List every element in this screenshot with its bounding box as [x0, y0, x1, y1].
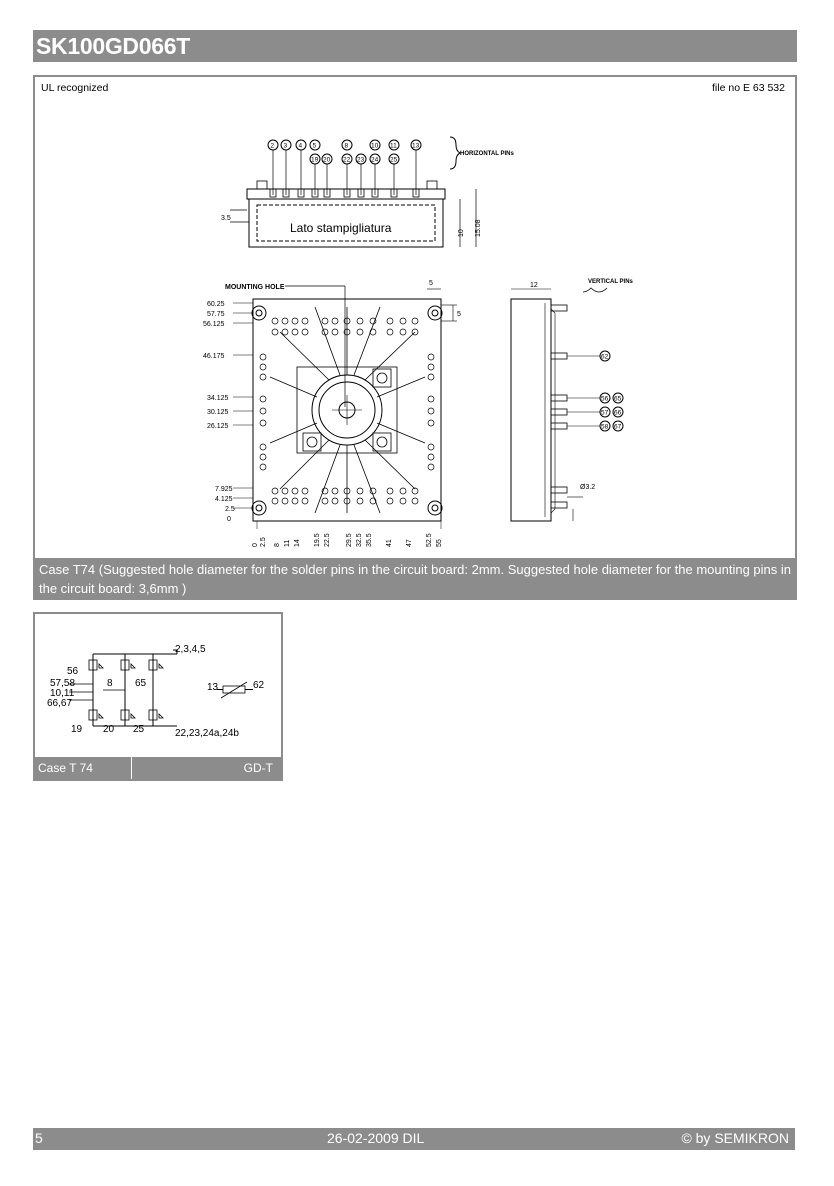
- y-dim: 4.125: [215, 496, 233, 503]
- label-62: 62: [253, 680, 265, 691]
- dim-3.5: 3.5: [221, 215, 231, 222]
- y-dim: 7.925: [215, 486, 233, 493]
- x-dim: 2.5: [260, 537, 267, 547]
- x-dim: 41: [386, 539, 393, 547]
- horizontal-pins-label: HORIZONTAL PINs: [460, 151, 514, 157]
- igbt-lower: [89, 710, 163, 720]
- pin-num: 11: [390, 142, 397, 150]
- x-dim: 19.5: [314, 533, 321, 547]
- label-1011: 10,11: [50, 688, 75, 699]
- y-dim: 34.125: [207, 395, 229, 402]
- type-label: GD-T: [243, 761, 273, 775]
- vpin-num: 66: [614, 409, 622, 417]
- top-view: [203, 280, 461, 547]
- pin-num: 20: [323, 156, 331, 164]
- ul-recognized-text: UL recognized: [41, 82, 109, 94]
- vpin-num: 56: [601, 395, 609, 403]
- pin-num: 8: [344, 142, 349, 150]
- dim-15.08: 15.08: [475, 219, 482, 237]
- case-label: Case T 74: [38, 761, 93, 775]
- y-dim: 0: [227, 516, 231, 523]
- circuit-schematic: [35, 614, 281, 757]
- schematic-footer: [35, 757, 281, 779]
- label-22-24b: 22,23,24a,24b: [175, 728, 239, 739]
- pin-num: 23: [357, 156, 365, 164]
- y-dim: 60.25: [207, 301, 225, 308]
- x-dim: 55: [436, 539, 443, 547]
- x-dim: 29.5: [346, 533, 353, 547]
- pin-num: 3: [283, 142, 288, 150]
- label-2345: 2,3,4,5: [175, 644, 206, 655]
- x-dim: 35.5: [366, 533, 373, 547]
- dim-5-side: 5: [457, 311, 461, 318]
- vpin-num: 57: [601, 409, 609, 417]
- dim-5-top: 5: [429, 280, 433, 287]
- x-dim: 11: [284, 539, 291, 547]
- footer-copyright: © by SEMIKRON: [681, 1130, 789, 1146]
- product-title: SK100GD066T: [36, 33, 190, 59]
- pin-num: 19: [311, 156, 319, 164]
- drawing-caption: Case T74 (Suggested hole diameter for the solder pins in the circuit board: 2mm. Suggested hole diameter for the mounting pins in the circuit board: 3,6mm ): [35, 558, 795, 598]
- x-dim: 52.5: [426, 533, 433, 547]
- x-dim: 8: [274, 543, 281, 547]
- footer-date: 26-02-2009 DIL: [327, 1130, 425, 1146]
- vpin-num: 65: [614, 395, 622, 403]
- vpin-num: 58: [601, 423, 609, 431]
- y-dim: 30.125: [207, 409, 229, 416]
- side-view-label: Lato stampigliatura: [290, 221, 392, 235]
- label-20: 20: [103, 724, 115, 735]
- pin-row-bottom: [272, 488, 418, 504]
- page-number: 5: [35, 1130, 43, 1146]
- title-bar: [33, 30, 797, 62]
- y-dim: 26.125: [207, 423, 229, 430]
- x-dim: 22.5: [324, 533, 331, 547]
- circuit-schematic-panel: [33, 612, 283, 781]
- vpin-num: 67: [614, 423, 622, 431]
- x-dim: 0: [252, 543, 259, 547]
- y-dim: 56.125: [203, 321, 225, 328]
- top-pin-circles: [268, 140, 421, 164]
- dim-10: 10: [458, 229, 465, 237]
- pin-num: 13: [412, 142, 420, 150]
- y-dim: 57.75: [207, 311, 225, 318]
- dim-phi-3.2: Ø3.2: [580, 484, 596, 491]
- label-8: 8: [107, 678, 113, 689]
- vpin-num: 62: [601, 353, 609, 361]
- label-6667: 66,67: [47, 698, 73, 709]
- label-13: 13: [207, 682, 219, 693]
- label-25: 25: [133, 724, 145, 735]
- y-dimension-labels: [203, 301, 235, 523]
- y-dim: 2.5: [225, 506, 235, 513]
- x-dim: 14: [294, 539, 301, 547]
- label-5758: 57,58: [50, 678, 76, 689]
- pin-num: 2: [270, 142, 275, 150]
- pin-num: 22: [343, 156, 351, 164]
- vertical-pins-label: VERTICAL PINs: [588, 279, 633, 285]
- pin-num: 25: [390, 156, 398, 164]
- pin-num: 24: [371, 156, 379, 164]
- case-drawing-panel: [33, 75, 797, 600]
- label-19: 19: [71, 724, 83, 735]
- x-dimension-labels: [252, 533, 443, 547]
- footer-divider: [131, 757, 132, 779]
- pin-num: 10: [371, 142, 379, 150]
- dim-12: 12: [530, 282, 538, 289]
- x-dim: 32.5: [356, 533, 363, 547]
- mounting-hole-label: MOUNTING HOLE: [225, 284, 285, 291]
- case-t74-technical-drawing: [35, 77, 795, 562]
- vertical-pin-circles: [600, 351, 623, 431]
- igbt-upper: [89, 660, 163, 670]
- file-number-text: file no E 63 532: [712, 82, 785, 94]
- y-dim: 46.175: [203, 353, 225, 360]
- side-view: [221, 137, 514, 247]
- label-56: 56: [67, 666, 79, 677]
- pin-num: 4: [298, 142, 303, 150]
- right-side-view: [511, 279, 634, 521]
- label-65: 65: [135, 678, 147, 689]
- pin-num: 5: [312, 142, 317, 150]
- x-dim: 47: [406, 539, 413, 547]
- page-footer: [33, 1128, 795, 1150]
